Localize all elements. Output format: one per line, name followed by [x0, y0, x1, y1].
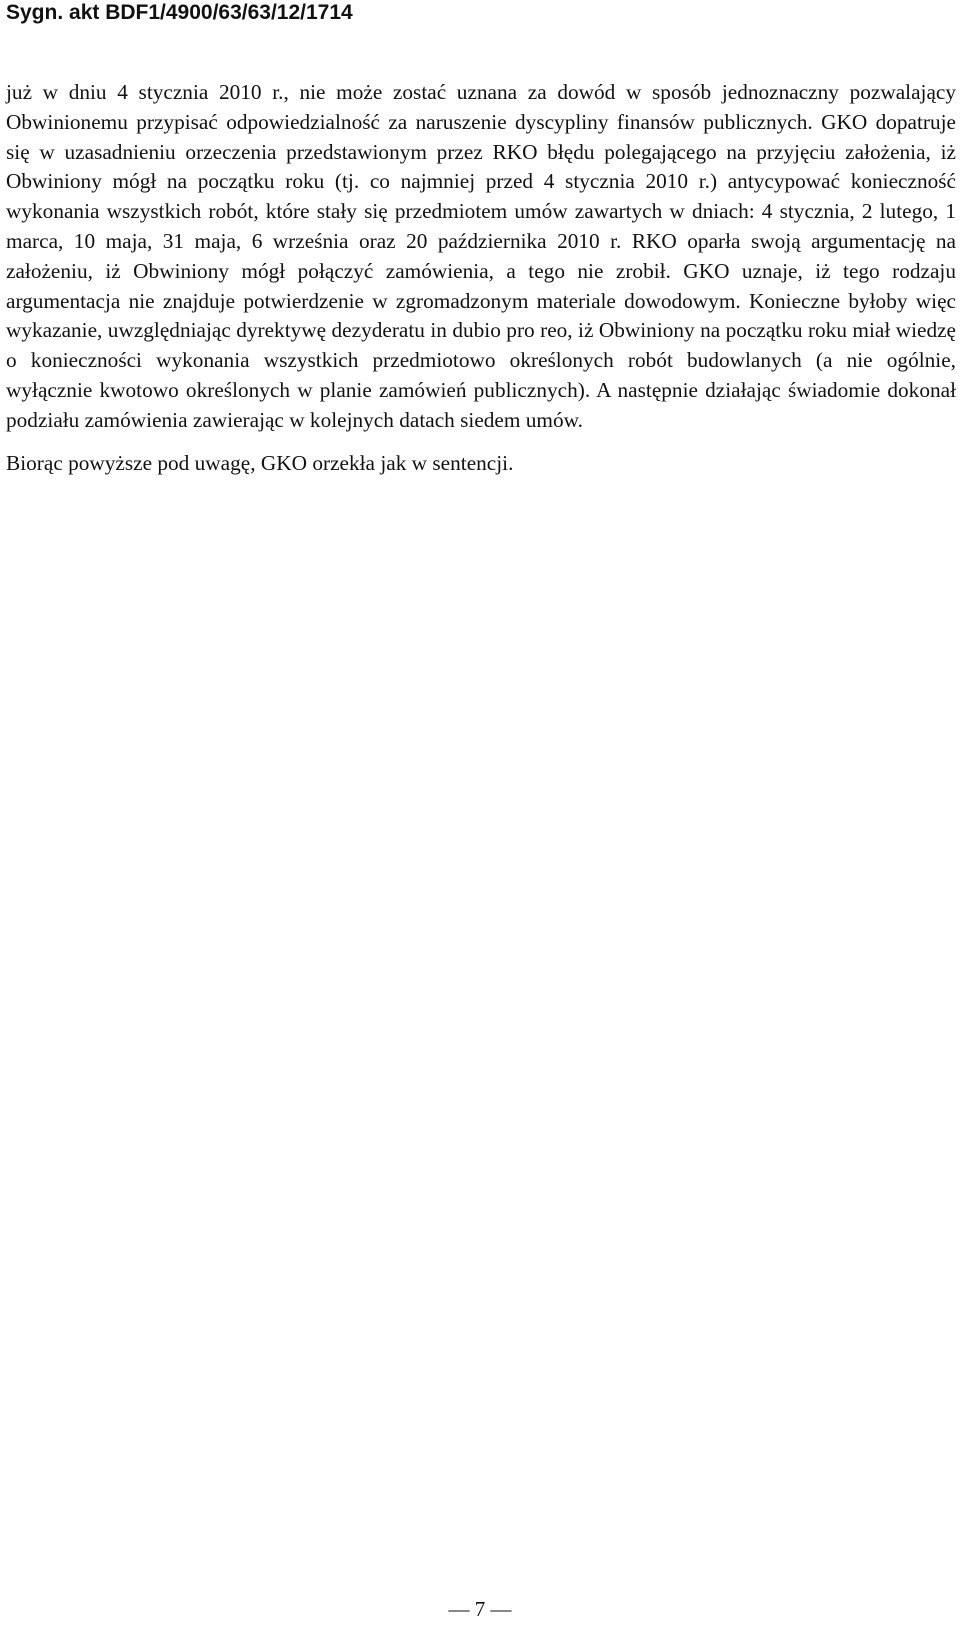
paragraph-conclusion: Biorąc powyższe pod uwagę, GKO orzekła jak w sentencji. [6, 450, 514, 475]
document-body [6, 78, 956, 478]
case-signature-header: Sygn. akt BDF1/4900/63/63/12/1714 [6, 1, 353, 24]
page-number: — 7 — [448, 1597, 512, 1621]
paragraph-reasoning: już w dniu 4 stycznia 2010 r., nie może zostać uznana za dowód w sposób jednoznaczny pozwalający Obwinionemu przypisać odpowiedzialność za naruszenie dyscypliny finansów publicznych. GKO dopatruje się w uzasadnieniu orzeczenia przedstawionym przez RKO błędu polegającego na przyjęciu założenia, iż Obwiniony mógł na początku roku (tj. co najmniej przed 4 stycznia 2010 r.) antycypować konieczność wykonania wszystkich robót, które stały się przedmiotem umów zawartych w dniach: 4 stycznia, 2 lutego, 1 marca, 10 maja, 31 maja, 6 września oraz 20 października 2010 r. RKO oparła swoją argumentację na założeniu, iż Obwiniony mógł połączyć zamówienia, a tego nie zrobił. GKO uznaje, iż tego rodzaju argumentacja nie znajduje potwierdzenie w zgromadzonym materiale dowodowym. Konieczne byłoby więc wykazanie, uwzględniając dyrektywę dezyderatu in dubio pro reo, iż Obwiniony na początku roku miał wiedzę o konieczności wykonania wszystkich przedmiotowo określonych robót budowlanych (a nie ogólnie, wyłącznie kwotowo określonych w planie zamówień publicznych). A następnie działając świadomie dokonał podziału zamówienia zawierając w kolejnych datach siedem umów. [6, 80, 956, 432]
